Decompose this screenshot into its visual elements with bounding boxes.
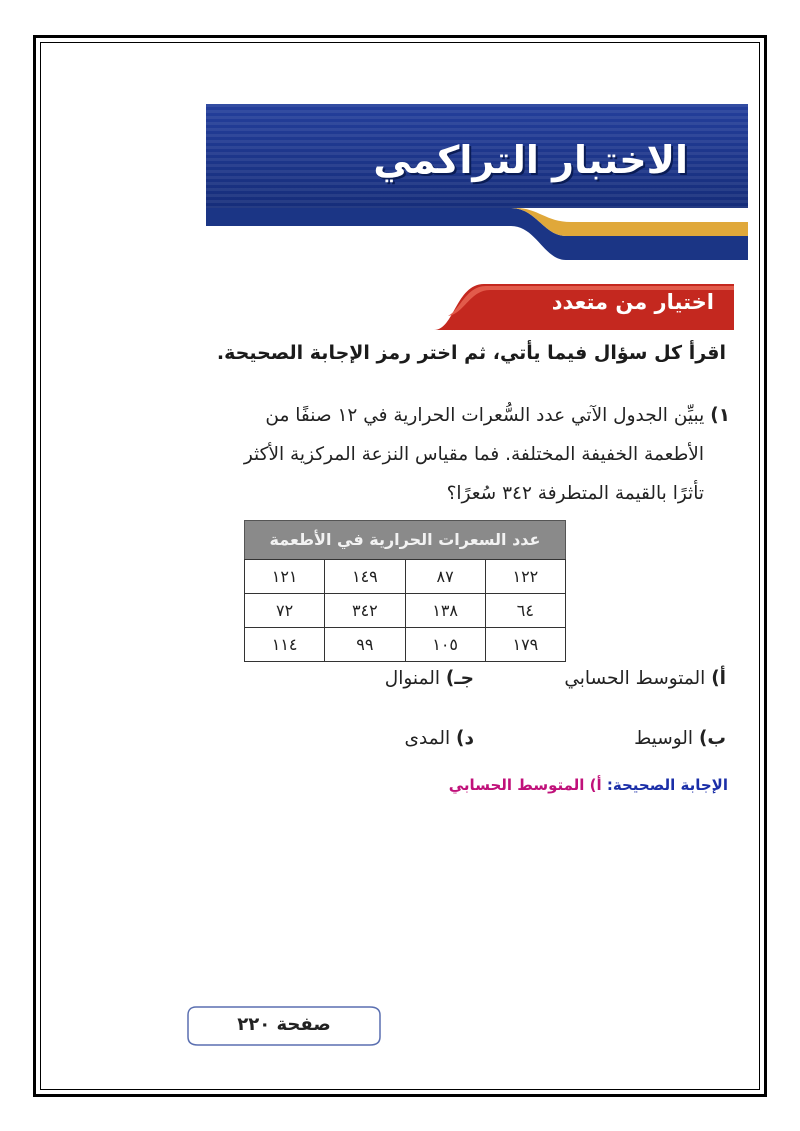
option-a-key: أ) [711, 668, 726, 689]
option-c-key: جـ) [445, 668, 474, 689]
section-header [434, 280, 734, 330]
correct-answer-value: أ) المتوسط الحسابي [448, 776, 602, 794]
instruction-text: اقرأ كل سؤال فيما يأتي، ثم اختر رمز الإجابة الصحيحة. [216, 342, 726, 364]
question-line-3: تأثرًا بالقيمة المتطرفة ٣٤٢ سُعرًا؟ [446, 483, 704, 504]
table-cell: ١٧٩ [485, 628, 565, 662]
option-b[interactable] [634, 728, 726, 749]
table-cell: ٧٢ [245, 594, 325, 628]
section-label: اختيار من متعدد [551, 290, 714, 314]
banner-background [206, 104, 748, 260]
answer-options [206, 668, 726, 768]
table-cell: ٣٤٢ [325, 594, 405, 628]
title-banner [206, 104, 748, 260]
table-cell: ١١٤ [245, 628, 325, 662]
table-title: عدد السعرات الحرارية في الأطعمة [244, 520, 566, 559]
option-b-text: الوسيط [634, 728, 694, 749]
correct-answer [128, 776, 728, 794]
table-cell: ١٢٢ [485, 560, 565, 594]
option-a[interactable] [564, 668, 726, 689]
table-cell: ١٢١ [245, 560, 325, 594]
page-number: صفحة ٢٢٠ [237, 1014, 331, 1035]
correct-answer-label: الإجابة الصحيحة: [606, 776, 728, 794]
table-cell: ١٤٩ [325, 560, 405, 594]
table-cell: ١٣٨ [405, 594, 485, 628]
table-cell: ١٠٥ [405, 628, 485, 662]
question-text-1: يبيِّن الجدول الآتي عدد السُّعرات الحرارية في ١٢ صنفًا من [265, 405, 705, 426]
question-line-2: الأطعمة الخفيفة المختلفة. فما مقياس النزعة المركزية الأكثر [243, 444, 704, 465]
question-number: ١) [710, 405, 730, 426]
option-d[interactable] [404, 728, 474, 749]
table-cell: ٩٩ [325, 628, 405, 662]
table-row [245, 594, 566, 628]
option-d-text: المدى [404, 728, 451, 749]
question-1 [90, 396, 730, 513]
page-title: الاختبار التراكمي [373, 138, 688, 182]
table-cell: ٨٧ [405, 560, 485, 594]
option-a-text: المتوسط الحسابي [564, 668, 706, 689]
page-number-box [186, 1003, 382, 1049]
question-line-1 [90, 396, 730, 435]
option-b-key: ب) [698, 728, 726, 749]
option-c-text: المنوال [384, 668, 440, 689]
option-d-key: د) [456, 728, 474, 749]
table-row [245, 560, 566, 594]
calories-table [244, 520, 566, 662]
table-cell: ٦٤ [485, 594, 565, 628]
table-row [245, 628, 566, 662]
option-c[interactable] [385, 668, 474, 689]
table-body [244, 559, 566, 662]
